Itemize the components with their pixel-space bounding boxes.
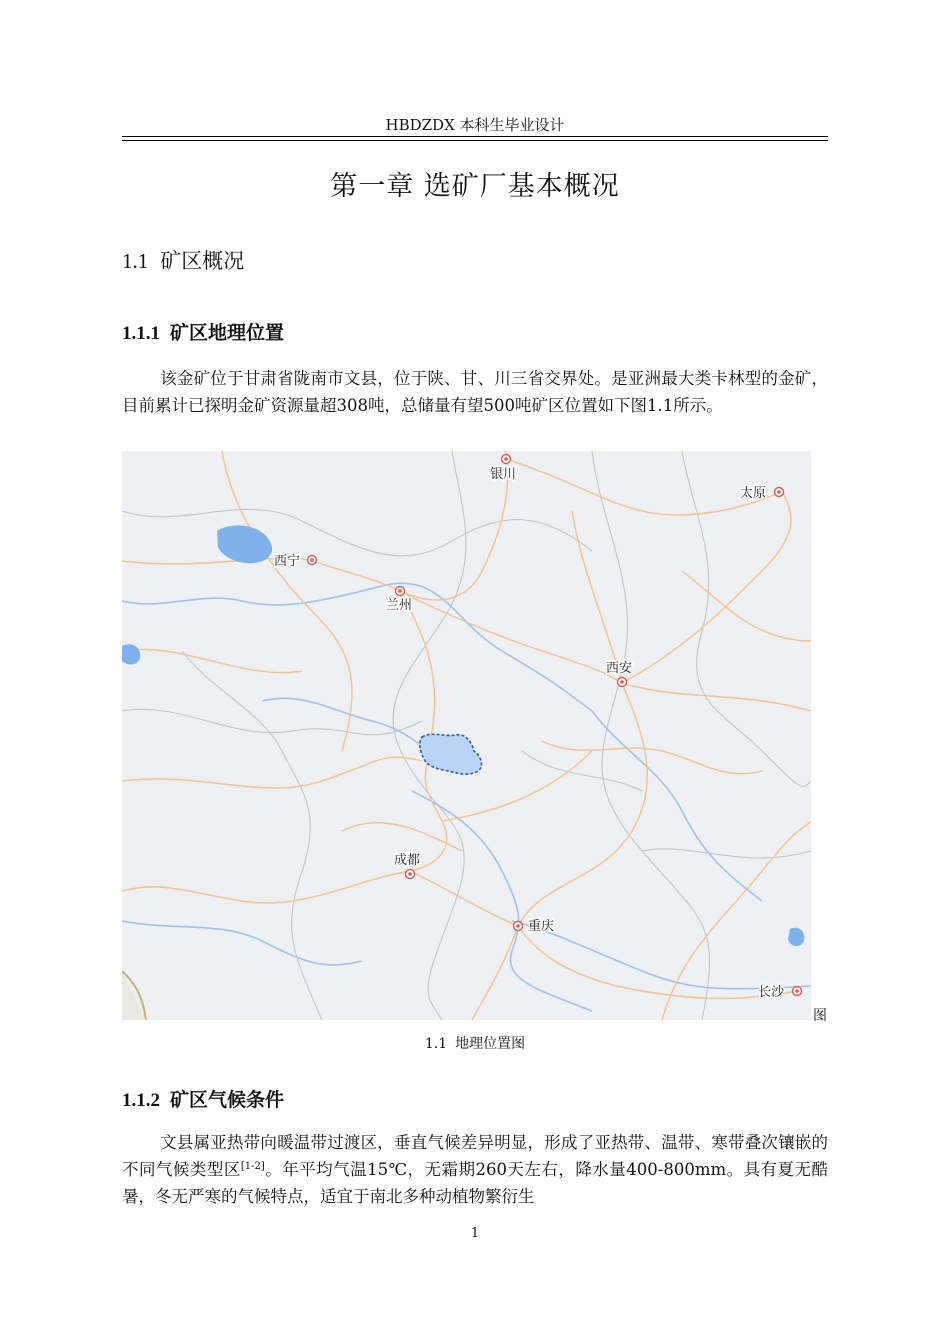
running-header: HBDZDX 本科生毕业设计 <box>385 116 565 134</box>
city-marker-dot <box>504 457 508 461</box>
city-marker-dot <box>516 924 520 928</box>
paragraph-location-text: 该金矿位于甘肃省陇南市文县，位于陕、甘、川三省交界处。是亚洲最大类卡林型的金矿，目前累计已探明金矿资源量超308吨，总储量有望500吨矿区位置如下图1.1所示。 <box>122 369 828 415</box>
city-marker-dot <box>310 558 314 562</box>
subsection-heading-location <box>122 318 284 345</box>
subsection-number: 1.1.2 <box>122 1090 160 1111</box>
city-marker-dot <box>620 680 624 684</box>
city-marker-dot <box>777 490 781 494</box>
paragraph-climate-text-1: 文县属亚热带向暖温带过渡区，垂直气候差异明显，形成了亚热带、温带、寒带叠次镶嵌的不同气候类型区 <box>122 1133 828 1179</box>
city-label: 西宁 <box>274 554 301 569</box>
chapter-title: 第一章 选矿厂基本概况 <box>330 171 620 202</box>
city-label: 重庆 <box>528 919 555 934</box>
page-number: 1 <box>470 1226 480 1241</box>
city-label: 银川 <box>490 467 517 482</box>
paragraph-location <box>122 365 828 419</box>
figure-number: 1.1 <box>424 1036 448 1052</box>
section-heading <box>122 245 244 275</box>
figure-title: 地理位置图 <box>455 1036 526 1052</box>
subsection-title: 矿区气候条件 <box>170 1089 285 1111</box>
city-label: 兰州 <box>386 598 413 613</box>
city-label: 太原 <box>740 486 767 501</box>
section-title: 矿区概况 <box>160 249 245 273</box>
city-label: 成都 <box>394 853 421 868</box>
header-rule-thin <box>122 140 828 141</box>
paragraph-climate-text-2: 。年平均气温15℃，无霜期260天左右，降水量400-800mm。具有夏无酷暑，冬无严寒的气候特点，适宜于南北多种动植物繁衍生 <box>122 1160 828 1206</box>
citation: [1-2] <box>240 1161 265 1172</box>
location-map <box>122 451 811 1020</box>
city-marker-dot <box>795 989 799 993</box>
subsection-number: 1.1.1 <box>122 323 160 344</box>
city-marker-dot <box>398 589 402 593</box>
figure-caption <box>122 1033 828 1053</box>
figure-caption-tail: 图 <box>813 1008 827 1024</box>
city-marker-dot <box>408 872 412 876</box>
city-label: 长沙 <box>758 985 785 1000</box>
paragraph-climate <box>122 1129 828 1210</box>
city-label: 西安 <box>606 661 633 676</box>
subsection-heading-climate <box>122 1085 284 1112</box>
section-number: 1.1 <box>122 249 149 273</box>
map-graphic <box>122 451 811 1020</box>
subsection-title: 矿区地理位置 <box>170 322 285 344</box>
header-rule-thick <box>122 136 828 137</box>
